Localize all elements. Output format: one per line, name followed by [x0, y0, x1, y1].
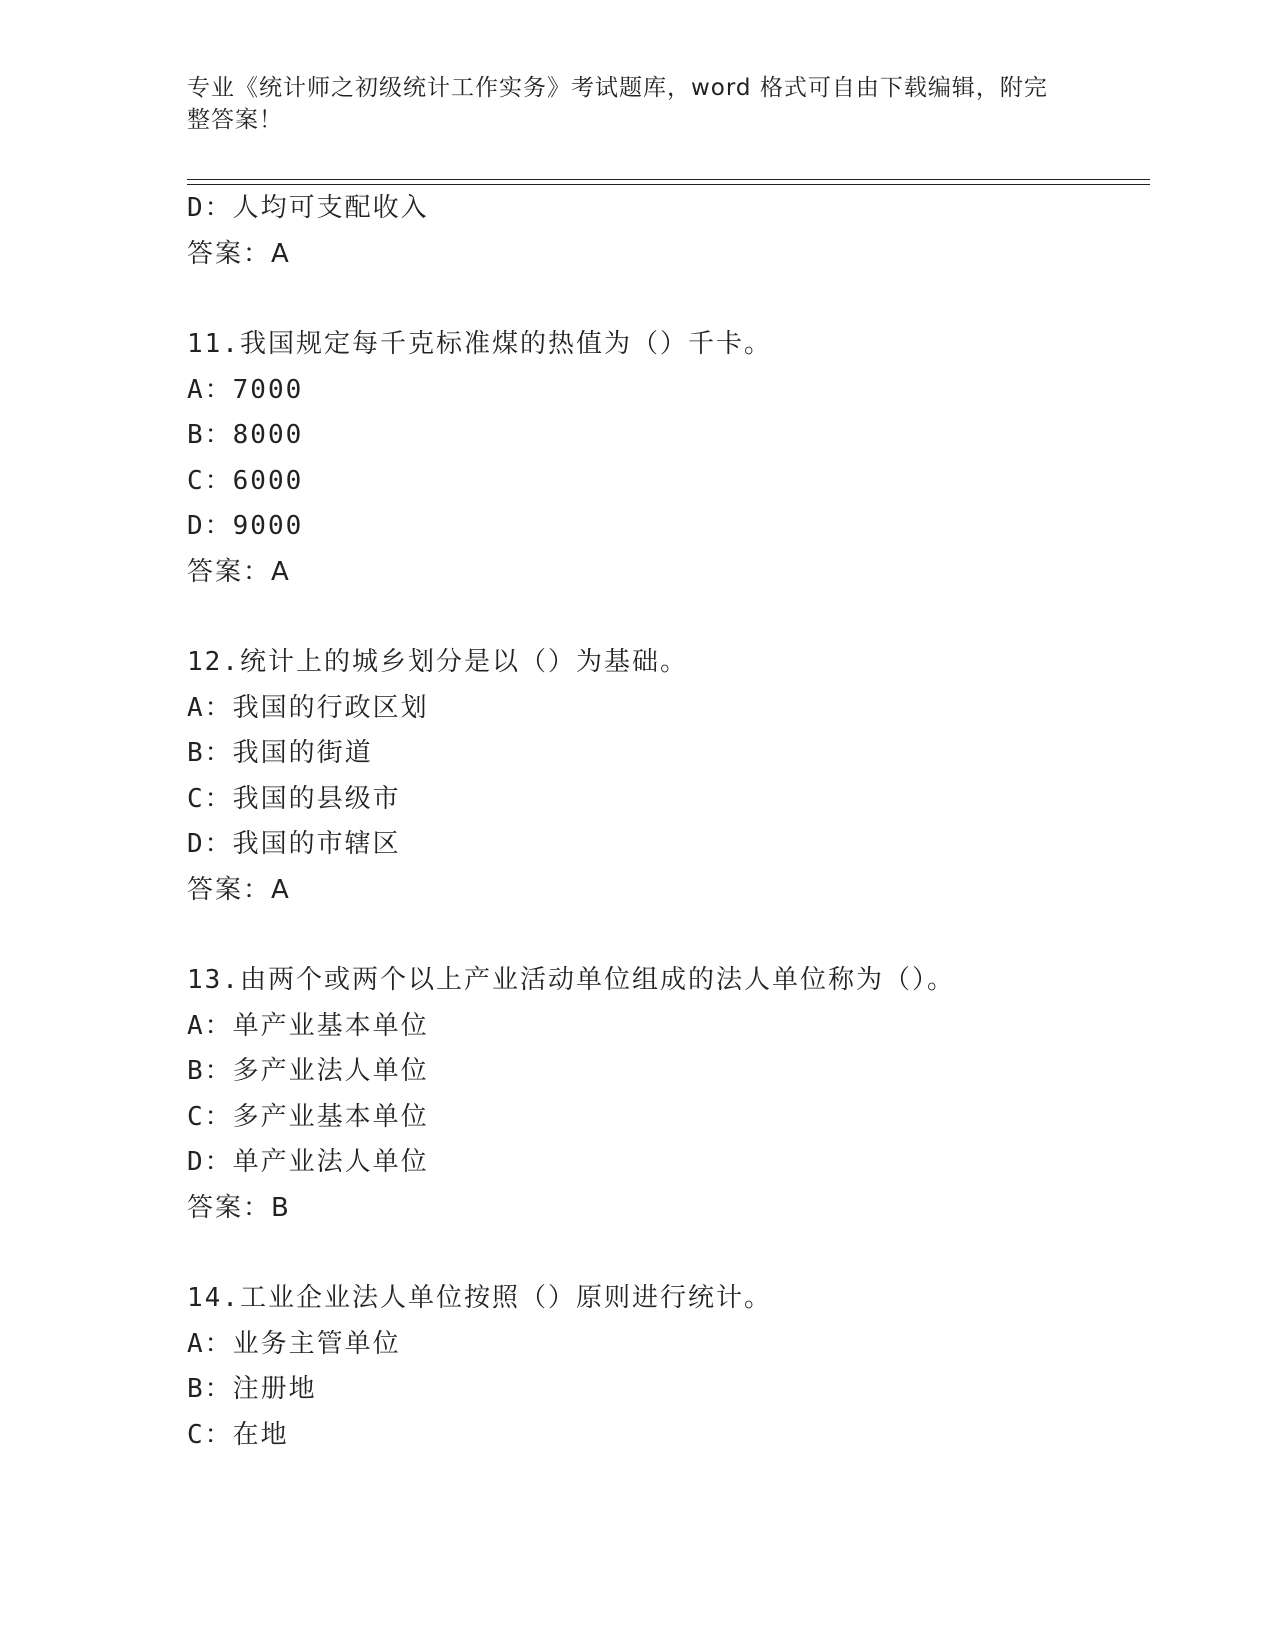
prev-option-d: D：人均可支配收入 — [187, 193, 429, 223]
question-block — [187, 1276, 1147, 1458]
option-b: B：我国的街道 — [187, 738, 373, 768]
answer: 答案：A — [187, 556, 291, 587]
header-divider-top — [187, 179, 1150, 180]
option-d: D：我国的市辖区 — [187, 829, 401, 859]
option-a: A：我国的行政区划 — [187, 692, 429, 723]
question-block — [187, 640, 1147, 913]
prev-answer: 答案：A — [187, 238, 291, 269]
option-a: A：7000 — [187, 374, 304, 405]
option-b: B：注册地 — [187, 1374, 317, 1404]
question-list — [187, 186, 1147, 1458]
option-b: B：8000 — [187, 420, 304, 450]
option-a: A：业务主管单位 — [187, 1328, 401, 1359]
option-c: C：6000 — [187, 465, 304, 496]
answer: 答案：B — [187, 1192, 291, 1223]
answer: 答案：A — [187, 874, 291, 905]
option-c: C：在地 — [187, 1419, 289, 1450]
header-divider-bottom — [187, 184, 1150, 185]
option-b: B：多产业法人单位 — [187, 1056, 429, 1086]
option-c: C：我国的县级市 — [187, 783, 401, 814]
question-stem: 13.由两个或两个以上产业活动单位组成的法人单位称为（）。 — [187, 965, 955, 995]
document-header: 专业《统计师之初级统计工作实务》考试题库，word 格式可自由下载编辑，附完整答案！ — [187, 75, 1048, 133]
question-stem: 12.统计上的城乡划分是以（）为基础。 — [187, 647, 688, 677]
question-block — [187, 958, 1147, 1231]
option-d: D：9000 — [187, 511, 304, 541]
option-a: A：单产业基本单位 — [187, 1010, 429, 1041]
question-stem: 14.工业企业法人单位按照（）原则进行统计。 — [187, 1283, 772, 1313]
question-block — [187, 322, 1147, 595]
option-d: D：单产业法人单位 — [187, 1147, 429, 1177]
question-stem: 11.我国规定每千克标准煤的热值为（）千卡。 — [187, 329, 772, 359]
option-c: C：多产业基本单位 — [187, 1101, 429, 1132]
